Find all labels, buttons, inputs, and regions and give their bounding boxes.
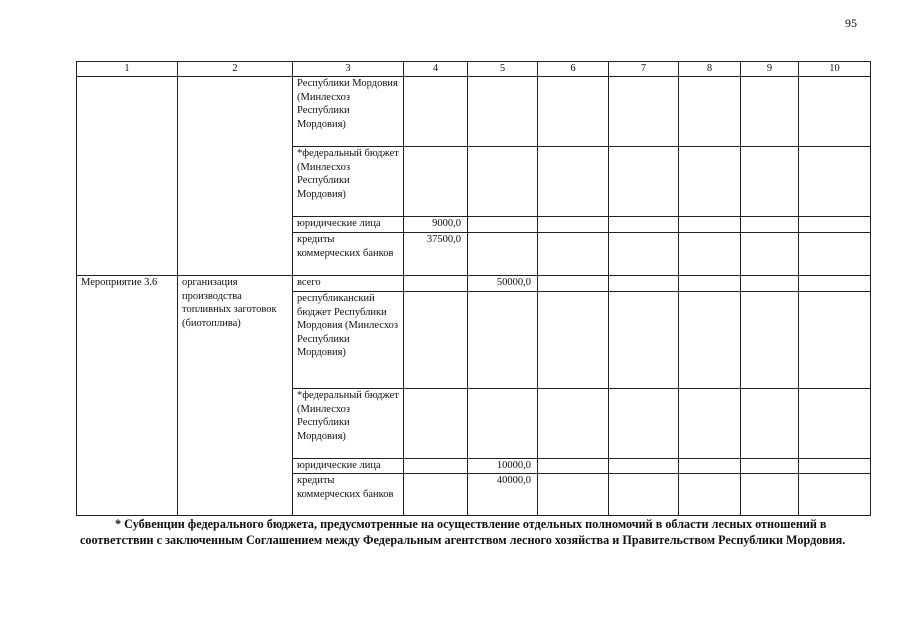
- page-number: 95: [845, 16, 857, 30]
- column-header: 9: [741, 62, 799, 77]
- funding-source-cell: кредиты коммерческих банков: [293, 233, 404, 276]
- footnote-line: соответствии с заключенным Соглашением между Федеральным агентством лесного хозяйства и Правительством Республики Мордовия.: [80, 532, 846, 547]
- funding-source-cell: юридические лица: [293, 217, 404, 233]
- table-row: [77, 77, 871, 147]
- funding-source-cell: кредиты коммерческих банков: [293, 474, 404, 516]
- column-header: 1: [77, 62, 178, 77]
- value-cell: [468, 389, 538, 459]
- value-cell: 37500,0: [404, 233, 468, 276]
- value-cell: 40000,0: [468, 474, 538, 516]
- value-cell: [468, 147, 538, 217]
- funding-source-cell: Республики Мордовия (Минлесхоз Республики Мордовия): [293, 77, 404, 147]
- footnote: [80, 517, 870, 548]
- value-cell: [468, 217, 538, 233]
- measure-name-cell: [77, 77, 178, 276]
- value-cell: [404, 389, 468, 459]
- column-header: 6: [538, 62, 609, 77]
- funding-source-cell: *федеральный бюджет (Минлесхоз Республики Мордовия): [293, 389, 404, 459]
- value-cell: 9000,0: [404, 217, 468, 233]
- value-cell: [404, 77, 468, 147]
- column-number-row: [77, 62, 871, 77]
- value-cell: [468, 233, 538, 276]
- footnote-line: * Субвенции федерального бюджета, предусмотренные на осуществление отдельных полномочий в области лесных отношений в: [115, 517, 827, 531]
- value-cell: [404, 474, 468, 516]
- column-header: 7: [609, 62, 679, 77]
- value-cell: 10000,0: [468, 459, 538, 474]
- value-cell: [404, 459, 468, 474]
- budget-table: [76, 61, 871, 516]
- value-cell: [404, 276, 468, 292]
- funding-source-cell: республиканский бюджет Республики Мордовия (Минлесхоз Республики Мордовия): [293, 292, 404, 389]
- column-header: 5: [468, 62, 538, 77]
- column-header: 2: [178, 62, 293, 77]
- funding-source-cell: *федеральный бюджет (Минлесхоз Республики Мордовия): [293, 147, 404, 217]
- column-header: 10: [799, 62, 871, 77]
- funding-source-cell: юридические лица: [293, 459, 404, 474]
- table-row: [77, 276, 871, 292]
- measure-name-cell: Мероприятие 3.6: [77, 276, 178, 516]
- measure-description-cell: организация производства топливных заготовок (биотоплива): [178, 276, 293, 516]
- value-cell: [404, 292, 468, 389]
- value-cell: [468, 292, 538, 389]
- value-cell: [468, 77, 538, 147]
- value-cell: [404, 147, 468, 217]
- funding-source-cell: всего: [293, 276, 404, 292]
- value-cell: 50000,0: [468, 276, 538, 292]
- measure-description-cell: [178, 77, 293, 276]
- column-header: 8: [679, 62, 741, 77]
- column-header: 3: [293, 62, 404, 77]
- column-header: 4: [404, 62, 468, 77]
